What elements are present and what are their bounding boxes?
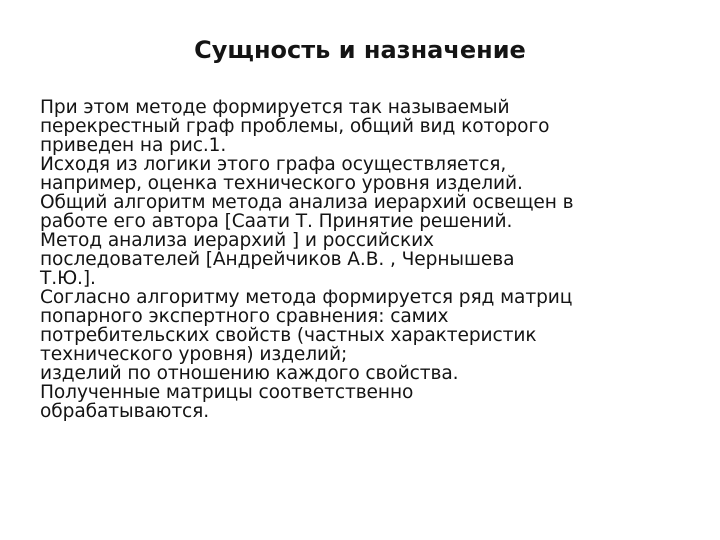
text-line: Исходя из логики этого графа осуществляется, [40,154,507,175]
text-line: последователей [Андрейчиков А.В. , Чернышева [40,249,515,270]
text-line: Метод анализа иерархий ] и российских [40,230,434,251]
text-line: работе его автора [Саати Т. Принятие решений. [40,211,513,232]
text-line: приведен на рис.1. [40,135,227,156]
text-line: попарного экспертного сравнения: самих [40,306,449,327]
text-line: Полученные матрицы соответственно [40,382,414,403]
paragraph-processing [40,364,696,421]
text-line: например, оценка технического уровня изделий. [40,173,523,194]
text-line: Согласно алгоритму метода формируется ряд матриц [40,287,573,308]
text-line: При этом методе формируется так называемый [40,97,510,118]
text-line: обрабатываются. [40,401,210,422]
paragraph-cross-graph [40,98,696,155]
text-line: потребительских свойств (частных характеристик [40,325,537,346]
text-line: технического уровня) изделий; [40,344,348,365]
paragraph-general-algorithm [40,193,696,288]
text-line: перекрестный граф проблемы, общий вид которого [40,116,550,137]
slide-body [40,98,696,421]
paragraph-graph-logic [40,155,696,193]
text-line: изделий по отношению каждого свойства. [40,363,459,384]
paragraph-matrices [40,288,696,364]
text-line: Т.Ю.]. [40,268,96,289]
slide-title: Сущность и назначение [194,36,526,64]
text-line: Общий алгоритм метода анализа иерархий освещен в [40,192,574,213]
